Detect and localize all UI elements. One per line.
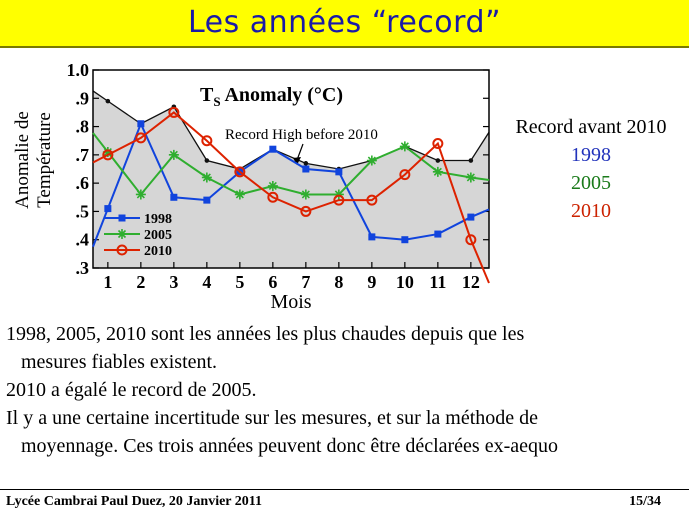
data-point-2005 [169,150,179,160]
record-envelope-point [469,158,474,163]
x-axis-label: Mois [270,291,312,313]
x-tick-label: 1 [103,272,113,292]
x-tick-label: 8 [334,272,344,292]
data-point-1998 [368,233,375,240]
record-year-1998: 1998 [571,144,611,166]
data-point-2005 [202,172,212,182]
data-point-1998 [401,236,408,243]
y-tick-label: .6 [75,173,89,194]
record-envelope-point [205,158,210,163]
data-point-2005 [117,229,127,239]
data-point-2005 [301,189,311,199]
x-tick-label: 12 [461,272,480,292]
body-line: mesures fiables existent. [21,351,218,373]
y-tick-label: .8 [75,116,89,137]
data-point-1998 [467,214,474,221]
data-point-2005 [268,181,278,191]
data-point-2005 [400,141,410,151]
y-tick-label: .5 [75,201,89,222]
data-point-2005 [433,167,443,177]
data-point-1998 [434,231,441,238]
x-tick-label: 4 [202,272,212,292]
data-point-1998 [170,194,177,201]
data-point-1998 [137,120,144,127]
chart-title: $T_S$ Anomaly (°C) [200,84,344,109]
data-point-1998 [203,197,210,204]
x-tick-label: 7 [301,272,311,292]
x-tick-label: 2 [136,272,146,292]
data-point-1998 [119,215,126,222]
side-label-line1: Anomalie de [12,111,33,209]
record-envelope-point [304,161,309,166]
slide-title: Les années “record” [187,5,502,40]
x-tick-label: 9 [367,272,377,292]
x-tick-label: 5 [235,272,245,292]
record-legend [496,113,686,225]
y-tick-label: .7 [75,144,89,165]
side-label-line2: Température [34,112,55,208]
x-tick-label: 6 [268,272,278,292]
body-line: Il y a une certaine incertitude sur les mesures, et sur la méthode de [6,407,539,429]
x-tick-label: 10 [395,272,414,292]
data-point-1998 [302,166,309,173]
footer-credit: Lycée Cambrai Paul Duez, 20 Janvier 2011 [6,494,262,509]
page-number: 15/34 [629,494,661,509]
record-legend-heading: Record avant 2010 [515,116,667,138]
data-point-1998 [104,205,111,212]
body-line: 1998, 2005, 2010 sont les années les plus chaudes depuis que les [6,323,525,345]
body-line: moyennage. Ces trois années peuvent donc être déclarées ex-aequo [21,435,558,457]
record-year-2010: 2010 [571,200,611,222]
y-tick-label: .9 [75,88,89,109]
record-envelope-point [106,99,111,104]
footer-divider [0,489,689,490]
data-point-2005 [235,189,245,199]
data-point-2005 [136,189,146,199]
y-tick-label: .4 [75,229,89,250]
legend-label-1998: 1998 [144,212,172,227]
record-envelope-point [436,158,441,163]
x-tick-label: 3 [169,272,179,292]
legend-label-2005: 2005 [144,228,172,243]
legend-label-2010: 2010 [144,244,172,259]
body-text [6,320,686,460]
record-year-2005: 2005 [571,172,611,194]
data-point-1998 [269,146,276,153]
x-tick-label: 11 [429,272,447,292]
y-tick-label: .3 [75,258,89,278]
data-point-2005 [367,156,377,166]
body-line: 2010 a égalé le record de 2005. [6,379,257,401]
record-annotation: Record High before 2010 [225,127,378,143]
y-tick-label: 1.0 [66,60,89,80]
data-point-1998 [335,168,342,175]
data-point-2005 [466,172,476,182]
